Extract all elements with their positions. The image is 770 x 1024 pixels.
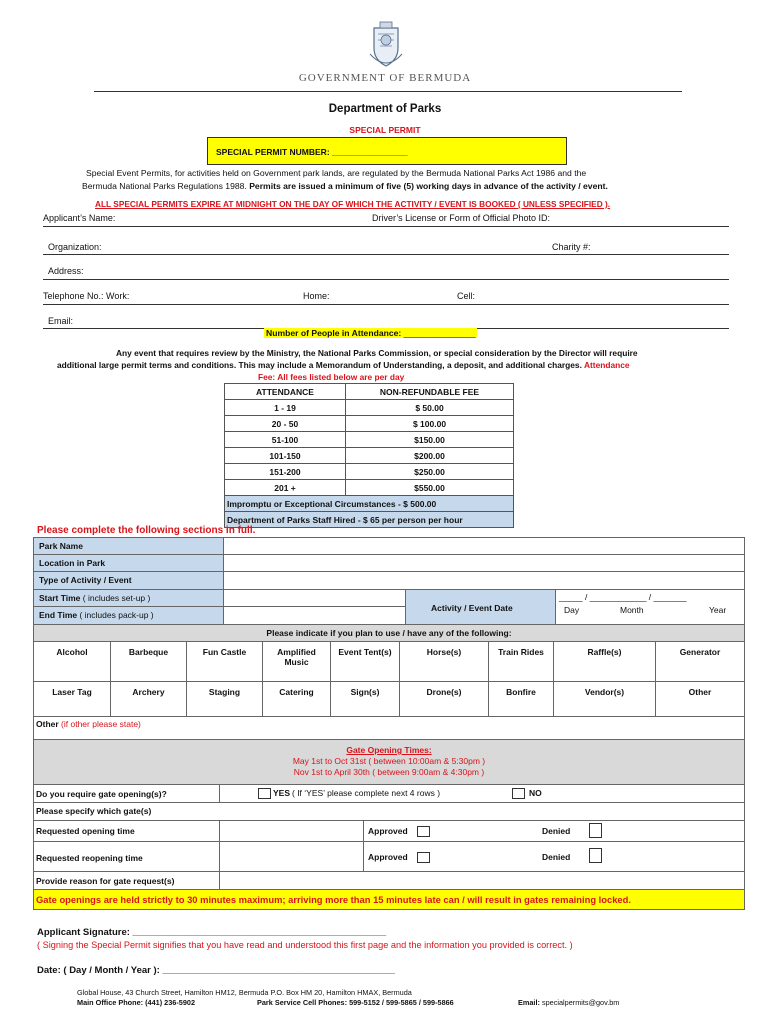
attendance-row[interactable]: [264, 328, 477, 338]
indicate-header: Please indicate if you plan to use / have any of the following:: [33, 624, 745, 642]
reopening-denied-label: Denied: [542, 852, 571, 862]
item-drones[interactable]: Drone(s): [399, 681, 489, 717]
fee-table: [224, 383, 514, 528]
bermuda-crest-icon: [366, 20, 406, 70]
month-label: Month: [620, 605, 644, 615]
no-checkbox[interactable]: [512, 788, 525, 799]
footer-address: Global House, 43 Church Street, Hamilton HM12, Bermuda P.O. Box HM 20, Hamilton HMAX, Bermuda: [77, 988, 412, 997]
review-attendance-word: Attendance: [583, 360, 630, 370]
item-amplified-music[interactable]: Amplified Music: [262, 641, 331, 682]
fee-row-amount: $150.00: [346, 432, 514, 448]
end-time-label: [33, 606, 224, 625]
item-vendors[interactable]: Vendor(s): [553, 681, 656, 717]
item-train-rides[interactable]: Train Rides: [488, 641, 554, 682]
yes-label: YES: [273, 788, 291, 798]
gate-summer: May 1st to Oct 31st ( between 10:00am & 5:30pm ): [292, 756, 486, 766]
fee-row-range: 201 +: [225, 480, 346, 496]
sections-instruction: Please complete the following sections in full.: [37, 525, 256, 536]
government-title: GOVERNMENT OF BERMUDA: [298, 72, 472, 84]
fee-row-range: 101-150: [225, 448, 346, 464]
item-bonfire[interactable]: Bonfire: [488, 681, 554, 717]
item-other[interactable]: Other: [655, 681, 745, 717]
other-field[interactable]: [33, 716, 745, 740]
organization-label: Organization:: [48, 242, 102, 252]
fee-header-attendance: ATTENDANCE: [225, 384, 346, 400]
activity-date-field[interactable]: [555, 589, 745, 625]
review-line-1: Any event that requires review by the Ministry, the National Parks Commission, or special consideration by the Director will require: [116, 348, 638, 358]
activity-date-label: Activity / Event Date: [405, 589, 556, 625]
date-label[interactable]: Date: ( Day / Month / Year ): ____________________________________________: [37, 965, 395, 976]
fee-row-range: 20 - 50: [225, 416, 346, 432]
charity-label: Charity #:: [552, 242, 591, 252]
other-label: Other: [36, 719, 59, 729]
start-time-label: [33, 589, 224, 607]
gate-require-label: Do you require gate opening(s)?: [33, 784, 220, 803]
attendance-label: Number of People in Attendance:: [266, 328, 402, 338]
department-title: Department of Parks: [328, 103, 442, 115]
reopening-approved-checkbox[interactable]: [417, 852, 430, 863]
gate-times-box: [33, 739, 745, 785]
opening-denied-label: Denied: [542, 826, 571, 836]
no-label: NO: [529, 788, 542, 798]
telephone-label: Telephone No.: Work:: [43, 291, 130, 301]
footer-email-address[interactable]: specialpermits@gov.bm: [541, 998, 620, 1007]
fee-row-amount: $200.00: [346, 448, 514, 464]
item-barbeque[interactable]: Barbeque: [110, 641, 187, 682]
email-label: Email:: [48, 316, 74, 326]
fee-row-range: 151-200: [225, 464, 346, 480]
fee-row-range: 1 - 19: [225, 400, 346, 416]
footer-email: [518, 998, 619, 1007]
gate-specify-label: Please specify which gate(s): [33, 802, 745, 821]
address-field[interactable]: [43, 279, 729, 280]
fee-impromptu: Impromptu or Exceptional Circumstances - $ 500.00: [225, 496, 514, 512]
item-signs[interactable]: Sign(s): [330, 681, 400, 717]
reopening-approval: [363, 841, 745, 872]
header-divider: [94, 91, 682, 92]
item-horses[interactable]: Horse(s): [399, 641, 489, 682]
item-catering[interactable]: Catering: [262, 681, 331, 717]
end-time-text: End Time: [39, 610, 78, 620]
item-generator[interactable]: Generator: [655, 641, 745, 682]
date-blank: _____ / ____________ / _______: [559, 592, 687, 602]
review-line-2-text: additional large permit terms and conditions. This may include a Memorandum of Understanding, a deposit, and additional charges.: [57, 360, 584, 370]
fee-row-amount: $250.00: [346, 464, 514, 480]
gate-times-title: Gate Opening Times:: [346, 745, 432, 755]
permit-type: SPECIAL PERMIT: [349, 125, 421, 135]
fee-row-amount: $550.00: [346, 480, 514, 496]
gate-require-options: [219, 784, 745, 803]
fee-header-fee: NON-REFUNDABLE FEE: [346, 384, 514, 400]
day-label: Day: [564, 605, 580, 615]
applicant-name-label: Applicant’s Name:: [43, 213, 116, 223]
intro-line-1: Special Event Permits, for activities held on Government park lands, are regulated by the Bermuda National Parks Act 1986 and the: [86, 168, 587, 178]
applicant-name-field[interactable]: [43, 226, 729, 227]
start-time-text: Start Time: [39, 593, 81, 603]
item-staging[interactable]: Staging: [186, 681, 263, 717]
opening-approval: [363, 820, 745, 842]
end-time-field[interactable]: [223, 606, 406, 625]
item-event-tent[interactable]: Event Tent(s): [330, 641, 400, 682]
opening-denied-checkbox[interactable]: [589, 823, 602, 838]
home-label: Home:: [303, 291, 330, 301]
reopening-denied-checkbox[interactable]: [589, 848, 602, 863]
location-label: Location in Park: [33, 554, 224, 572]
end-time-note: ( includes pack-up ): [77, 610, 154, 620]
fee-row-amount: $ 100.00: [346, 416, 514, 432]
attendance-blank: _______________: [401, 328, 476, 338]
reopening-time-field[interactable]: [219, 841, 364, 872]
opening-time-label: Requested opening time: [33, 820, 220, 842]
fee-row-range: 51-100: [225, 432, 346, 448]
opening-time-field[interactable]: [219, 820, 364, 842]
park-name-label: Park Name: [33, 537, 224, 555]
yes-note: ( If ‘YES’ please complete next 4 rows ): [292, 788, 441, 798]
gate-winter: Nov 1st to April 30th ( between 9:00am & 4:30pm ): [293, 767, 485, 777]
address-label: Address:: [48, 266, 84, 276]
intro-line-2-text: Bermuda National Parks Regulations 1988.: [82, 181, 250, 191]
start-time-note: ( includes set-up ): [80, 593, 151, 603]
activity-type-field[interactable]: [223, 571, 745, 590]
telephone-field[interactable]: [43, 304, 729, 305]
signature-note: ( Signing the Special Permit signifies that you have read and understood this first page and the information you provided is correct. ): [37, 940, 573, 950]
other-note: (if other please state): [58, 719, 141, 729]
item-fun-castle[interactable]: Fun Castle: [186, 641, 263, 682]
license-label: Driver’s License or Form of Official Photo ID:: [372, 213, 551, 223]
item-alcohol[interactable]: Alcohol: [33, 641, 111, 682]
opening-approved-label: Approved: [368, 826, 408, 836]
location-field[interactable]: [223, 554, 745, 572]
fee-row-amount: $ 50.00: [346, 400, 514, 416]
intro-bold-text: Permits are issued a minimum of five (5) working days in advance of the activity / event.: [249, 181, 608, 191]
signature-label[interactable]: Applicant Signature: ________________________________________________: [37, 927, 387, 938]
permit-number-box[interactable]: [207, 137, 567, 165]
item-raffles[interactable]: Raffle(s): [553, 641, 656, 682]
item-archery[interactable]: Archery: [110, 681, 187, 717]
start-time-field[interactable]: [223, 589, 406, 607]
gate-reason-field[interactable]: [219, 871, 745, 890]
gate-reason-label: Provide reason for gate request(s): [33, 871, 220, 890]
organization-field[interactable]: [43, 254, 729, 255]
intro-line-2: [82, 181, 722, 191]
fee-staff: Department of Parks Staff Hired - $ 65 per person per hour: [225, 512, 514, 528]
year-label: Year: [709, 605, 727, 615]
reopening-approved-label: Approved: [368, 852, 408, 862]
footer-service-phones: Park Service Cell Phones: 599-5152 / 599-5865 / 599-5866: [257, 998, 454, 1007]
item-laser-tag[interactable]: Laser Tag: [33, 681, 111, 717]
fee-note: Fee: All fees listed below are per day: [258, 372, 405, 382]
reopening-time-label: Requested reopening time: [33, 841, 220, 872]
yes-checkbox[interactable]: [258, 788, 271, 799]
permit-number-label: SPECIAL PERMIT NUMBER: ________________: [216, 147, 408, 157]
cell-label: Cell:: [457, 291, 476, 301]
activity-type-label: Type of Activity / Event: [33, 571, 224, 590]
items-grid: [33, 641, 745, 717]
review-line-2: [57, 360, 747, 370]
expiry-notice: ALL SPECIAL PERMITS EXPIRE AT MIDNIGHT ON THE DAY OF WHICH THE ACTIVITY / EVENT IS BOOKED ( UNLESS SPECIFIED ).: [95, 199, 611, 209]
park-name-field[interactable]: [223, 537, 745, 555]
opening-approved-checkbox[interactable]: [417, 826, 430, 837]
footer-main-phone: Main Office Phone: (441) 236-5902: [77, 998, 196, 1007]
gate-warning: Gate openings are held strictly to 30 minutes maximum; arriving more than 15 minutes late can / will result in gates remaining locked.: [33, 889, 745, 910]
footer-email-label: Email:: [518, 998, 540, 1007]
